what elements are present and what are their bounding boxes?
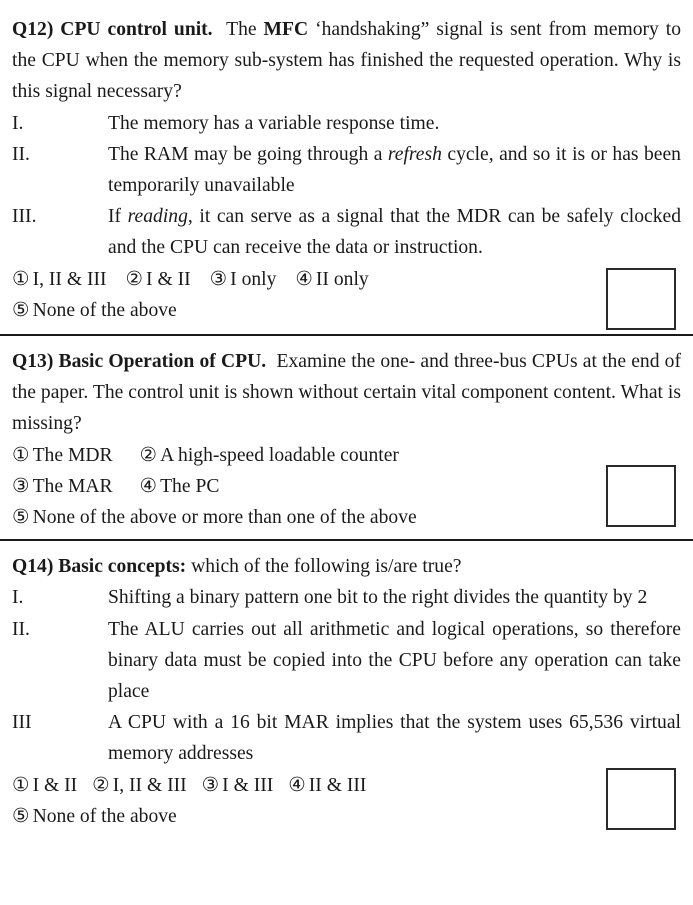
option-4-text: II & III (308, 774, 367, 796)
option-1-mark: ① (12, 444, 30, 466)
option-2-text: I, II & III (112, 774, 187, 796)
option-3-mark: ③ (12, 475, 30, 497)
item-text-post: cycle, and so it is or has been temporarily unavailable (108, 143, 681, 197)
option-5[interactable] (12, 300, 177, 321)
option-3-mark: ③ (209, 268, 228, 290)
option-3-mark: ③ (201, 774, 220, 796)
question-12-stem-text-a: The (226, 19, 257, 40)
item-number: III (12, 712, 32, 734)
option-4-mark: ④ (295, 268, 313, 290)
question-13 (0, 336, 693, 533)
option-3-text: I & III (222, 774, 274, 796)
option-3[interactable] (12, 476, 113, 497)
option-1-text: I, II & III (32, 268, 107, 290)
question-12-item-2 (12, 139, 681, 201)
item-text (108, 139, 681, 201)
option-5[interactable] (12, 507, 417, 528)
option-3[interactable] (202, 775, 274, 796)
item-text-pre: The RAM may be going through a (108, 143, 383, 165)
question-14-item-1 (12, 582, 681, 613)
option-5-text: None of the above or more than one of the above (32, 507, 417, 529)
option-5-mark: ⑤ (12, 805, 30, 827)
option-3-text: I only (230, 268, 277, 290)
question-14-title: Q14) Basic concepts: (12, 556, 187, 578)
option-4-mark: ④ (288, 774, 306, 796)
question-14-item-3 (12, 707, 681, 769)
question-14-answer-box[interactable] (606, 768, 676, 830)
option-2-mark: ② (92, 774, 110, 796)
question-13-options-row-1 (12, 440, 681, 471)
question-14-options-row-1 (12, 770, 681, 801)
question-14-options-row-2 (12, 801, 681, 832)
option-5-mark: ⑤ (12, 507, 30, 529)
item-text-pre: If (108, 206, 122, 228)
question-13-options-row-3 (12, 502, 681, 533)
option-5-mark: ⑤ (12, 299, 30, 321)
option-1[interactable] (12, 775, 77, 796)
option-5-text: None of the above (32, 299, 177, 321)
item-number: II. (12, 618, 30, 640)
option-2-mark: ② (139, 444, 158, 466)
item-text: A CPU with a 16 bit MAR implies that the system uses 65,536 virtual memory addresses (108, 712, 681, 765)
question-14-item-2 (12, 614, 681, 708)
option-1-mark: ① (12, 774, 30, 796)
option-2-text: A high-speed loadable counter (160, 444, 399, 466)
option-2[interactable] (125, 269, 190, 290)
option-1[interactable] (12, 269, 107, 290)
item-number: II. (12, 143, 30, 165)
question-12-title: Q12) CPU control unit. (12, 19, 213, 40)
question-12-stem (12, 14, 681, 108)
option-1-mark: ① (12, 268, 30, 290)
option-3[interactable] (210, 269, 277, 290)
option-1[interactable] (12, 445, 113, 466)
option-4[interactable] (140, 476, 220, 497)
option-4[interactable] (288, 775, 366, 796)
question-14-stem (12, 551, 681, 582)
item-number: I. (12, 587, 24, 609)
option-4-mark: ④ (139, 475, 158, 497)
item-text (108, 201, 681, 263)
item-number: III. (12, 206, 37, 228)
question-13-answer-box[interactable] (606, 465, 676, 527)
option-2-text: I & II (146, 268, 191, 290)
question-13-title: Q13) Basic Operation of CPU. (12, 351, 267, 373)
question-12 (0, 0, 693, 326)
option-4-text: The PC (160, 475, 220, 497)
item-text-emphasis: refresh (387, 143, 442, 165)
option-4-text: II only (315, 268, 369, 290)
item-text: The memory has a variable response time. (108, 112, 440, 134)
option-5[interactable] (12, 806, 177, 827)
question-14-stem-text: which of the following is/are true? (191, 556, 462, 578)
item-number: I. (12, 112, 24, 134)
item-text: The ALU carries out all arithmetic and logical operations, so therefore binary data must be copied into the CPU before any operation can take place (108, 618, 681, 703)
question-12-item-1 (12, 108, 681, 139)
mfc-label: MFC (263, 19, 309, 40)
question-13-stem-text: Examine the one- and three-bus CPUs at the end of the paper. The control unit is shown without certain vital component content. What is missing? (12, 351, 681, 435)
option-1-text: The MDR (32, 444, 113, 466)
question-12-item-3 (12, 201, 681, 263)
question-13-stem (12, 346, 681, 440)
question-13-options-row-2 (12, 471, 681, 502)
question-14 (0, 541, 693, 832)
option-2[interactable] (92, 775, 187, 796)
item-text-post: , it can serve as a signal that the MDR can be safely clocked and the CPU can receive the data or instruction. (108, 206, 681, 259)
option-1-text: I & II (32, 774, 78, 796)
item-text-emphasis: reading (127, 206, 188, 228)
option-5-text: None of the above (32, 805, 177, 827)
item-text: Shifting a binary pattern one bit to the right divides the quantity by 2 (108, 587, 648, 609)
question-12-options-row-1 (12, 264, 681, 295)
option-3-text: The MAR (32, 475, 113, 497)
option-4[interactable] (295, 269, 368, 290)
question-12-options-row-2 (12, 295, 681, 326)
option-2-mark: ② (125, 268, 144, 290)
option-2[interactable] (140, 445, 399, 466)
question-12-stem-text-b: ‘handshaking” signal is sent from memory to the CPU when the memory sub-system has finished the requested operation. Why is this signal necessary? (12, 19, 681, 103)
question-12-answer-box[interactable] (606, 268, 676, 330)
